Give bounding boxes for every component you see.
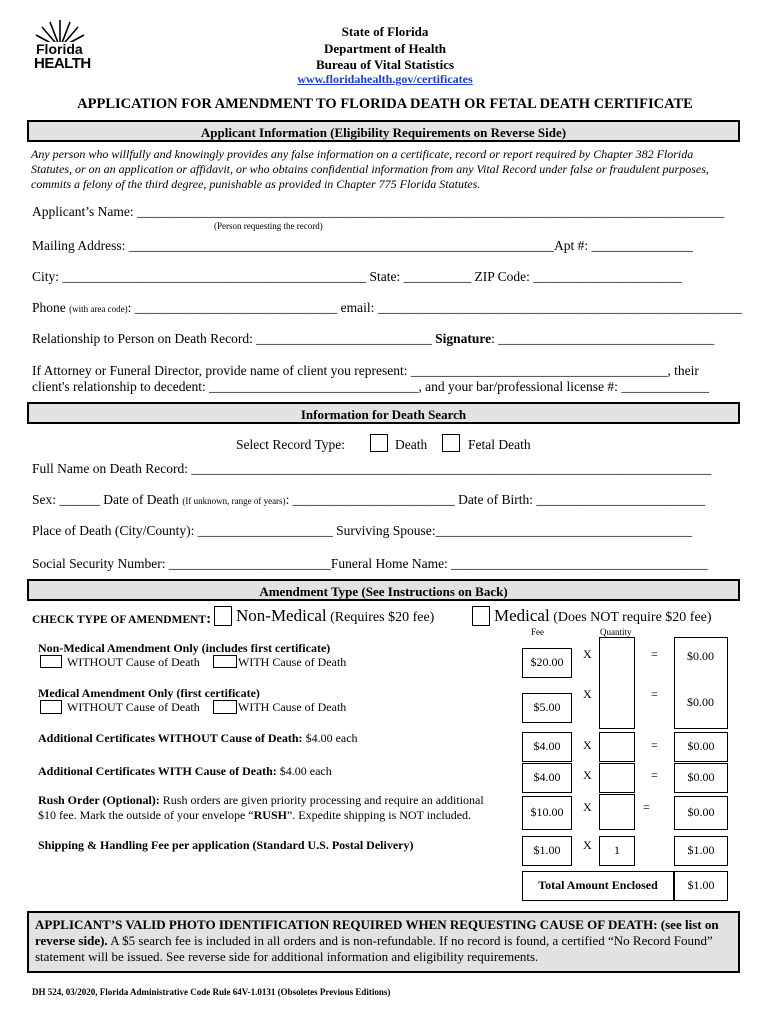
- header-state: State of Florida: [341, 24, 429, 39]
- record-type-label: Select Record Type:: [236, 437, 346, 452]
- fetal-death-label: Fetal Death: [468, 437, 531, 452]
- relationship-line: Relationship to Person on Death Record: __________________________: [32, 331, 436, 346]
- quantity-input-nonmed[interactable]: [599, 637, 635, 729]
- nonmed-with-checkbox[interactable]: [213, 655, 237, 668]
- mailing-address-field[interactable]: Mailing Address: _______________________________________________________________Apt #: _______________: [32, 238, 693, 253]
- total-enclosed-value: $1.00: [674, 871, 728, 901]
- times-sign: X: [583, 800, 592, 814]
- times-sign: X: [583, 647, 592, 661]
- dates-line: : ________________________ Date of Birth: _________________________: [285, 492, 706, 507]
- sex-dates-field[interactable]: [32, 492, 705, 508]
- attorney-field-1[interactable]: If Attorney or Funeral Director, provide name of client you represent: ______________________________________, their: [32, 363, 699, 378]
- death-search-band: Information for Death Search: [27, 402, 740, 424]
- quantity-input-add-without[interactable]: [599, 732, 635, 762]
- equals-sign: =: [651, 647, 658, 661]
- equals-sign: =: [643, 800, 650, 814]
- signature-label: Signature: [435, 331, 492, 346]
- total-nonmed: $0.00: [687, 649, 714, 663]
- phone-email-line: : ______________________________ email: ______________________________________________________: [127, 300, 743, 315]
- additional-with-label: Additional Certificates WITH Cause of Death: $4.00 each: [38, 764, 332, 778]
- times-sign: X: [583, 838, 592, 852]
- total-shipping: $1.00: [674, 836, 728, 866]
- med-with-checkbox[interactable]: [213, 700, 237, 714]
- equals-sign: =: [651, 738, 658, 752]
- nonmed-without-checkbox[interactable]: [40, 655, 62, 668]
- equals-sign: =: [651, 768, 658, 782]
- additional-without-label: Additional Certificates WITHOUT Cause of Death: $4.00 each: [38, 731, 358, 745]
- city-state-zip-field[interactable]: City: _____________________________________________ State: __________ ZIP Code: ______________________: [32, 269, 682, 284]
- non-medical-heading: Non-Medical Amendment Only (includes first certificate): [38, 641, 331, 655]
- times-sign: X: [583, 738, 592, 752]
- fee-add-with: $4.00: [522, 763, 572, 793]
- quantity-shipping: 1: [599, 836, 635, 866]
- medical-checkbox[interactable]: [472, 606, 490, 626]
- place-spouse-field[interactable]: Place of Death (City/County): ____________________ Surviving Spouse:______________________________________: [32, 523, 692, 538]
- form-title: APPLICATION FOR AMENDMENT TO FLORIDA DEATH OR FETAL DEATH CERTIFICATE: [77, 96, 693, 112]
- medical-option: Medical (Does NOT require $20 fee): [494, 606, 712, 625]
- equals-sign: =: [651, 687, 658, 701]
- logo-health-text: HEALTH: [34, 55, 91, 72]
- ssn-funeral-field[interactable]: Social Security Number: ________________________Funeral Home Name: ______________________________________: [32, 556, 708, 571]
- fee-rush: $10.00: [522, 796, 572, 830]
- nonmed-with-label: WITH Cause of Death: [238, 655, 347, 669]
- applicant-name-field[interactable]: Applicant’s Name: _______________________________________________________________________________________: [32, 204, 725, 219]
- total-rush: $0.00: [674, 796, 728, 830]
- check-type-label: CHECK TYPE OF AMENDMENT:: [32, 611, 212, 627]
- times-sign: X: [583, 687, 592, 701]
- full-name-field[interactable]: Full Name on Death Record: _____________________________________________________________________________: [32, 461, 712, 476]
- non-medical-checkbox[interactable]: [214, 606, 232, 626]
- phone-hint: (with area code): [69, 304, 128, 314]
- shipping-label: Shipping & Handling Fee per application (Standard U.S. Postal Delivery): [38, 838, 414, 852]
- quantity-input-add-with[interactable]: [599, 763, 635, 793]
- fee-column-header: Fee: [531, 627, 544, 637]
- photo-id-heading: APPLICANT’S VALID PHOTO IDENTIFICATION REQUIRED WHEN REQUESTING CAUSE OF DEATH: (see list on reverse side).: [35, 917, 719, 948]
- med-without-checkbox[interactable]: [40, 700, 62, 714]
- attorney-field-2[interactable]: client's relationship to decedent: _______________________________, and your bar/professional license #: _____________: [32, 379, 709, 394]
- signature-line: : ________________________________: [491, 331, 715, 346]
- quantity-column-header: Quantity: [600, 627, 632, 637]
- medical-heading: Medical Amendment Only (first certificate): [38, 686, 260, 700]
- applicant-name-hint: (Person requesting the record): [214, 221, 323, 231]
- total-enclosed-label: Total Amount Enclosed: [522, 871, 674, 901]
- total-cell-nonmed-medical: [674, 637, 728, 729]
- phone-email-field[interactable]: [32, 300, 742, 316]
- fee-shipping: $1.00: [522, 836, 572, 866]
- total-add-with: $0.00: [674, 763, 728, 793]
- logo-florida-text: Florida: [36, 41, 83, 57]
- med-with-label: WITH Cause of Death: [238, 700, 347, 714]
- sex-label: Sex: ______ Date of Death: [32, 492, 183, 507]
- nonmed-without-label: WITHOUT Cause of Death: [67, 655, 200, 669]
- fee-add-without: $4.00: [522, 732, 572, 762]
- death-label: Death: [395, 437, 428, 452]
- header-url-link[interactable]: www.floridahealth.gov/certificates: [297, 72, 473, 86]
- fee-medical: $5.00: [522, 693, 572, 723]
- photo-id-text: A $5 search fee is included in all orders and is non-refundable. If no record is found, a certified “No Record Found” statement will be issued. See reverse side for additional information and eligibility requirements.: [35, 933, 713, 964]
- header-bureau: Bureau of Vital Statistics: [315, 57, 455, 72]
- fetal-death-checkbox[interactable]: [442, 434, 460, 452]
- death-checkbox[interactable]: [370, 434, 388, 452]
- times-sign: X: [583, 768, 592, 782]
- phone-label: Phone: [32, 300, 70, 315]
- applicant-info-band: Applicant Information (Eligibility Requirements on Reverse Side): [27, 120, 740, 142]
- date-hint: (If unknown, range of years): [182, 496, 286, 506]
- total-medical: $0.00: [687, 695, 714, 709]
- fee-nonmed: $20.00: [522, 648, 572, 678]
- med-without-label: WITHOUT Cause of Death: [67, 700, 200, 714]
- photo-id-notice: [27, 911, 740, 973]
- form-id: DH 524, 03/2020, Florida Administrative Code Rule 64V-1.0131 (Obsoletes Previous Editions): [32, 987, 391, 997]
- total-add-without: $0.00: [674, 732, 728, 762]
- amendment-type-band: Amendment Type (See Instructions on Back): [27, 579, 740, 601]
- quantity-input-rush[interactable]: [599, 794, 635, 830]
- relationship-signature-field[interactable]: [32, 331, 714, 347]
- disclaimer-text: Any person who willfully and knowingly provides any false information on a certificate, record or report required by Chapter 382 Florida Statutes, or on an application or affidavit, or who obtains confidential information from any Vital Record under false or fraudulent purposes, commits a felony of the third degree, punishable as provided in Chapter 775 Florida Statutes.: [31, 147, 709, 191]
- non-medical-option: Non-Medical (Requires $20 fee): [236, 606, 435, 625]
- header-department: Department of Health: [323, 41, 447, 56]
- rush-order-text: Rush Order (Optional): Rush orders are given priority processing and require an additional $10 fee. Mark the outside of your envelope “RUSH”. Expedite shipping is NOT included.: [38, 793, 484, 822]
